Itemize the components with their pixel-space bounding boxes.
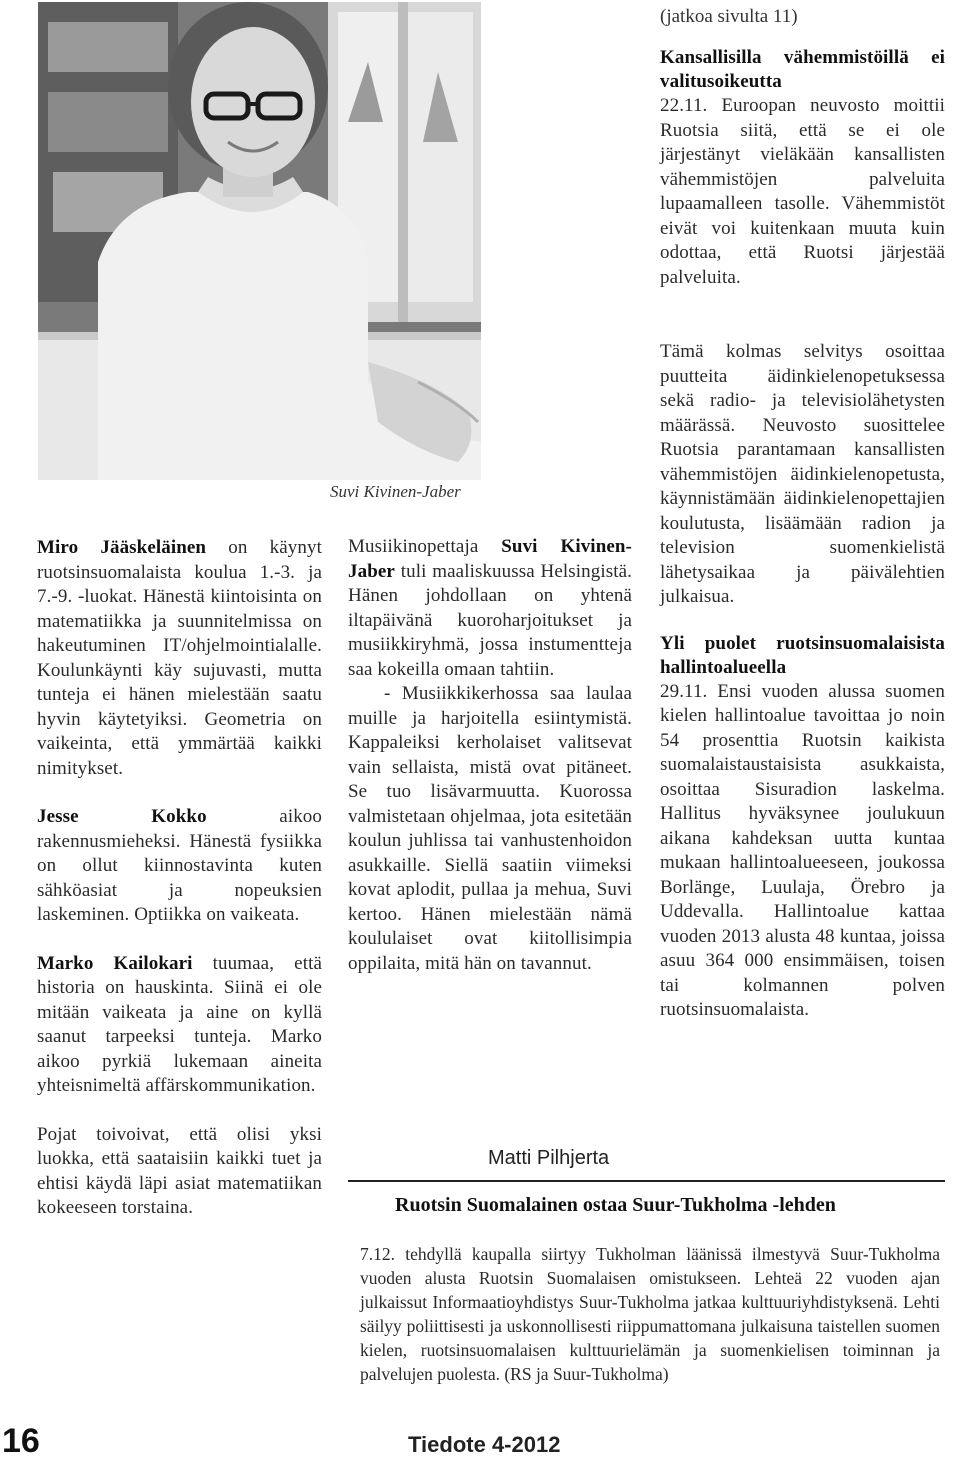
paragraph-miro: [37, 536, 322, 781]
text-suvi: tuli maaliskuussa Helsingistä. Hänen johdollaan on yhtenä iltapäivänä kuoroharjoitukset ja musiikkiryhmä, jossa instumentteja saa kokeilla omaan tahtiin.: [348, 560, 632, 680]
heading-admin-area: Yli puolet ruotsinsuomalaisista hallintoalueella: [660, 632, 945, 678]
heading-minorities: Kansallisilla vähemmistöillä ei valitusoikeutta: [660, 47, 945, 92]
continued-note: (jatkoa sivulta 11): [660, 6, 798, 27]
left-column: [37, 536, 322, 1221]
portrait-photo: [38, 2, 481, 480]
paragraph-suvi-intro: [348, 535, 632, 682]
paragraph-council: 22.11. Euroopan neuvosto moittii Ruotsia siitä, että se ei ole järjestänyt vieläkään kansallisten vähemmistöjen palveluita lupaamalleen tasolle. Vähemmistöt eivät voi kuitenkaan muuta kuin odottaa, että Ruotsi järjestää palveluita.: [660, 95, 945, 288]
text-miro: on käynyt ruotsinsuomalaista koulua 1.-3. ja 7.-9. -luokat. Hänestä kiintoisinta on matematiikka ja suunnitelmissa on hakeutuminen IT/ohjelmointialalle. Koulunkäynti käy sujuvasti, mutta tunteja ei hänen mielestään saatu hyvin käytetyiksi. Geometria on vaikeinta, että ymmärtää kaikki nimitykset.: [37, 537, 322, 779]
paragraph-suur-tukholma: 7.12. tehdyllä kaupalla siirtyy Tukholman läänissä ilmestyvä Suur-Tukholma vuoden alusta Ruotsin Suomalaisen omistukseen. Lehteä 22 vuoden ajan julkaissut Informaatioyhdistys Suur-Tukholma jatkaa kulttuuriyhdistyksenä. Lehti säilyy poliittisesti ja uskonnollisesti riippumattomana julkaisuna taistellen suomen kielen, ruotsinsuomalaisen kulttuurielämän ja suomenkielisen toiminnan ja palvelujen puolesta. (RS ja Suur-Tukholma): [360, 1244, 940, 1384]
middle-column: [348, 535, 632, 976]
portrait-image: [38, 2, 481, 480]
divider-line: [348, 1180, 945, 1182]
paragraph-report: Tämä kolmas selvitys osoittaa puutteita äidinkielenopetuksessa sekä radio- ja televisiolähetysten määrässä. Neuvosto suosittelee Ruotsia parantamaan kansallisten vähemmistöjen äidinkielenopetusta, käynnistämään äidinkielenopettajien koulutusta, lisäämään radion ja television suomenkielistä lähetysaikaa ja päivälehtien julkaisua.: [660, 341, 945, 607]
paragraph-pojat: Pojat toivoivat, että olisi yksi luokka, että saataisiin kaikki tuet ja ehtisi käydä läpi asiat matematiikan kokeeseen torstaina.: [37, 1123, 322, 1218]
right-column-middle: [660, 340, 945, 1023]
paragraph-marko: [37, 952, 322, 1099]
name-miro: Miro Jääskeläinen: [37, 537, 207, 558]
photo-caption: Suvi Kivinen-Jaber: [330, 482, 461, 501]
author-signature: Matti Pilhjerta: [488, 1147, 610, 1169]
text-marko: tuumaa, että historia on hauskinta. Siinä ei ole mitään vaikeata ja aine on kyllä saanut tarpeeksi tunteja. Marko aikoo pyrkiä lukemaan aineita yhteisnimeltä affärskommunikation.: [37, 952, 322, 1096]
paragraph-suvi-quote: - Musiikkikerhossa saa laulaa muille ja harjoitella esiintymistä. Kappaleiksi kerholaiset valitsevat vain sellaista, mistä ovat pitäneet. Se tuo lisävarmuutta. Kuorossa valmistetaan ohjelmaa, jota esitetään koulun juhlissa tai vanhustenhoidon asukkaille. Siellä saatiin viimeksi kovat aplodit, pullaa ja mehua, Suvi kertoo. Hänen mielestään nämä koululaiset ovat kiitollisimpia oppilaita, mitä hän on tavannut.: [348, 683, 632, 974]
paragraph-jesse: [37, 805, 322, 928]
name-suvi: Suvi Kivinen-Jaber: [348, 536, 632, 582]
page-number: 16: [2, 1422, 40, 1460]
name-jesse: Jesse Kokko: [37, 806, 207, 827]
right-column-top: [660, 46, 945, 290]
name-marko: Marko Kailokari: [37, 952, 193, 974]
text-jesse: aikoo rakennusmieheksi. Hänestä fysiikka on ollut kiinnostavinta kuten sähköasiat ja nopeuksien laskeminen. Optiikka on vaikeata.: [37, 806, 323, 925]
heading-suur-tukholma: Ruotsin Suomalainen ostaa Suur-Tukholma -lehden: [395, 1194, 836, 1216]
paragraph-admin-area: 29.11. Ensi vuoden alussa suomen kielen hallintoalue tavoittaa jo noin 54 prosenttia Ruotsin kaikista suomalaistaustaisista asukkaista, osoittaa Sisuradion laskelma. Hallitus hyväksynee joulukuun aikana kahdeksan uutta kuntaa mukaan hallintoalueeseen, joukossa Borlänge, Luulaja, Örebro ja Uddevalla. Hallintoalue kattaa vuoden 2013 alusta 48 kuntaa, joissa asuu 364 000 ensimmäisen, toisen tai kolmannen polven ruotsinsuomalaista.: [660, 680, 945, 1020]
intro-text: Musiikinopettaja: [348, 536, 502, 557]
publication-title: Tiedote 4-2012: [408, 1432, 561, 1457]
